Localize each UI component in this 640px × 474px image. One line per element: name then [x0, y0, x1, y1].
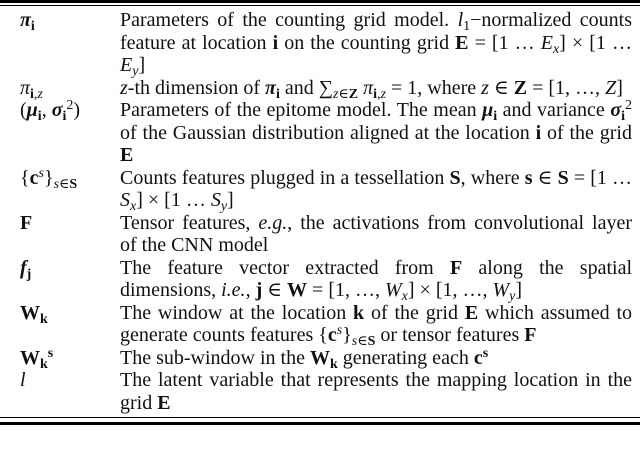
symbol-cell: $f_j$: [20, 256, 32, 282]
symbol-cell: $\{c^s\}_{s\in S}$: [20, 165, 78, 192]
table-row: [20, 99, 632, 167]
description-cell: The sub-window in the $W_k$ generating each $c^s$: [120, 345, 489, 372]
table-row: [20, 167, 632, 212]
symbol-cell: $W_k^s$: [20, 345, 54, 372]
description-cell: Counts features plugged in a tessellation S, where s ∈ S = [1 … $S_x] \times [1$ … $S_y$]: [120, 166, 632, 214]
description-cell: The window at the location k of the grid E which assumed to generate counts features $\{c^s\}_{s\in S}$ or tensor features F: [120, 301, 633, 349]
table-row: [20, 347, 632, 370]
description-cell: Parameters of the epitome model. The mean $\mu_i$ and variance $\sigma_i^2$ of the Gaussian distribution aligned at the location i of the grid E: [120, 98, 632, 166]
symbol-cell: $\pi_{i,z}$: [20, 76, 43, 102]
description-cell: The latent variable that represents the mapping location in the grid E: [120, 369, 632, 414]
symbol-cell: F: [20, 211, 33, 234]
table-row: [20, 77, 632, 100]
table-bottom-rule: [0, 417, 640, 425]
description-cell: The feature vector extracted from F along the spatial dimensions, i.e., j ∈ W = [1, …, $W_x] \times [1$, …, $W_y$]: [120, 256, 632, 304]
description-cell: Parameters of the counting grid model. $l_1-normalized$ counts feature at location i on the counting grid E = [1 … $E_x] \times [1$ … $E_y$]: [120, 9, 633, 79]
table-row: [20, 9, 632, 77]
table-row: [20, 302, 632, 347]
symbol-cell: $\pi_i$: [20, 9, 35, 34]
description-cell: Tensor features, e.g., the activations from convolutional layer of the CNN model: [120, 211, 633, 256]
symbol-cell: $W_k$: [20, 301, 48, 327]
notation-table: [0, 6, 640, 417]
description-cell: z-th dimension of $\pi_i$ and $\sum_{z\in Z}$ $\pi_{i,z} = 1$, where z ∈ Z = [1, …, Z]: [120, 76, 623, 102]
table-row: [20, 212, 632, 257]
symbol-cell: l: [20, 369, 26, 391]
table-row: [20, 257, 632, 302]
table-row: [20, 369, 632, 414]
symbol-cell: ($\mu_i$, $\sigma_i^2$): [20, 98, 81, 124]
